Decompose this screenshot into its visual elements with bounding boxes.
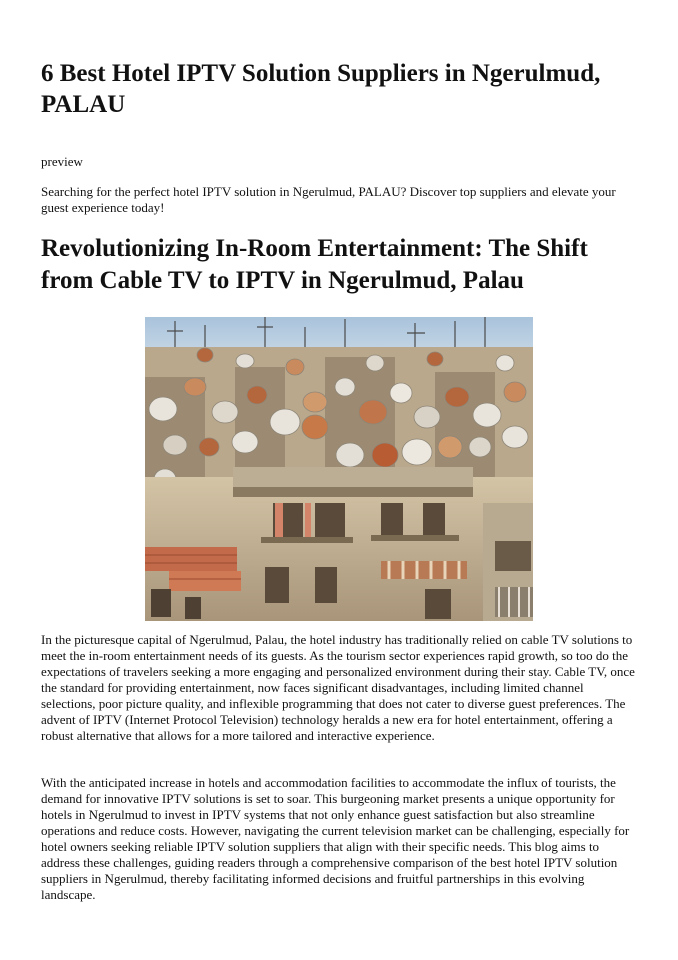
intro-text: Searching for the perfect hotel IPTV solution in Ngerulmud, PALAU? Discover top suppliers and elevate your guest experience today! bbox=[41, 184, 616, 215]
rooftops-satellite-dishes-icon bbox=[145, 317, 533, 621]
body-paragraph: With the anticipated increase in hotels and accommodation facilities to accommodate the influx of tourists, the demand for innovative IPTV solutions is set to soar. This burgeoning market presents a unique opportunity for hotels in Ngerulmud to invest in IPTV systems that not only enhance guest satisfaction but also streamline operations and reduce costs. However, navigating the current television market can be challenging, especially for hotel owners seeking reliable IPTV solution suppliers that align with their specific needs. This blog aims to address these challenges, guiding readers through a comprehensive comparison of the best hotel IPTV solution suppliers in Ngerulmud, thereby facilitating informed decisions and fruitful partnerships in this evolving landscape. bbox=[41, 775, 630, 902]
body-paragraph: In the picturesque capital of Ngerulmud, Palau, the hotel industry has traditionally relied on cable TV solutions to meet the in-room entertainment needs of its guests. As the tourism sector experiences rapid growth, so too do the expectations of travelers seeking a more engaging and personalized environment during their stay. Cable TV, once the standard for providing entertainment, now faces significant disadvantages, including limited channel selections, poor picture quality, and inflexible programming that does not cater to diverse guest preferences. The advent of IPTV (Internet Protocol Television) technology heralds a new era for hotel entertainment, offering a robust alternative that allows for a more tailored and interactive experience. bbox=[41, 632, 635, 743]
hero-image bbox=[145, 317, 533, 621]
preview-label: preview bbox=[41, 154, 83, 169]
page-title: 6 Best Hotel IPTV Solution Suppliers in Ngerulmud, PALAU bbox=[41, 60, 601, 118]
section-heading: Revolutionizing In-Room Entertainment: The Shift from Cable TV to IPTV in Ngerulmud, Palau bbox=[41, 235, 588, 294]
